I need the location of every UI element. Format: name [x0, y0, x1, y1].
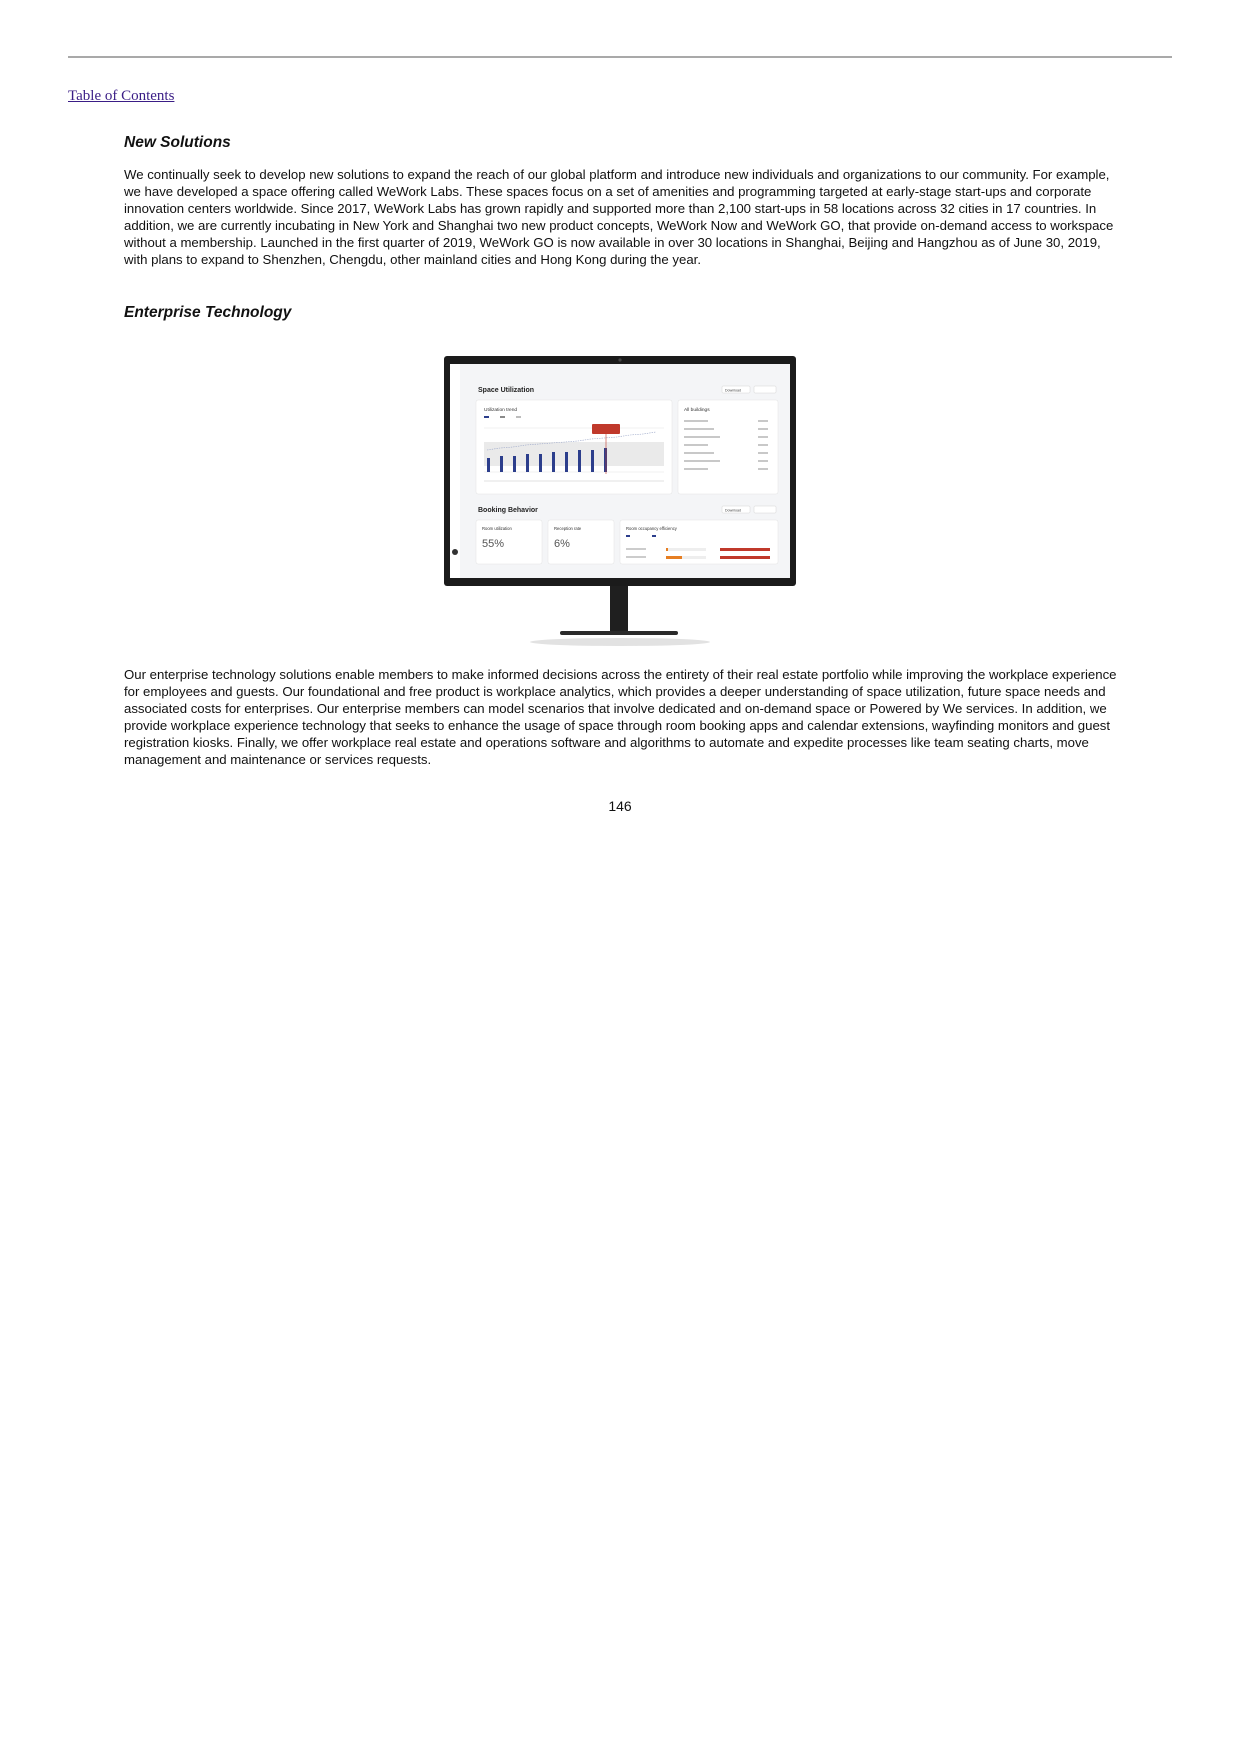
table-of-contents-link[interactable]: Table of Contents [68, 88, 175, 104]
trend-bar [526, 454, 529, 472]
reception-rate-label: Reception rate [554, 526, 582, 531]
building-row-value [758, 436, 768, 438]
booking-behavior-title: Booking Behavior [478, 507, 538, 514]
room-utilization-label: Room utilization [482, 526, 512, 531]
building-row [684, 468, 708, 470]
space-utilization-title: Space Utilization [478, 387, 535, 394]
utilization-trend-label: Utilization trend [484, 408, 518, 413]
page-number: 146 [608, 798, 632, 814]
trend-bar [565, 452, 568, 472]
building-row-value [758, 420, 768, 422]
section-heading-enterprise-technology: Enterprise Technology [124, 304, 292, 321]
building-row [684, 444, 708, 446]
building-row [684, 436, 720, 438]
building-row [684, 420, 708, 422]
trend-bar [591, 450, 594, 472]
section-heading-new-solutions: New Solutions [124, 134, 231, 151]
section-body-new-solutions: We continually seek to develop new solutions to expand the reach of our global platform and introduce new individuals and organizations to our community. For example, we have developed a space offering called WeWork Labs. These spaces focus on a set of amenities and programming targeted at early-stage start-ups and corporate innovation centers worldwide. Since 2017, WeWork Labs has grown rapidly and supported more than 2,100 start-ups in 58 locations across 32 cities in 17 countries. In addition, we are currently incubating in New York and Shanghai two new product concepts, WeWork Now and WeWork GO, that provide on-demand access to workspace without a membership. Launched in the first quarter of 2019, WeWork GO is now available in over 30 locations in Shanghai, Beijing and Hangzhou as of June 30, 2019, with plans to expand to Shenzhen, Chengdu, other mainland cities and Hong Kong during the year. [124, 167, 1114, 267]
all-buildings-label: All buildings [684, 408, 710, 413]
section-body-enterprise-technology: Our enterprise technology solutions enable members to make informed decisions across the entirety of their real estate portfolio while improving the workplace experience for employees and guests. Our foundational and free product is workplace analytics, which provides a deeper understanding of space utilization, future space needs and associated costs for enterprises. Our enterprise members can model scenarios that involve dedicated and on-demand space or Powered by We services. In addition, we provide workplace experience technology that seeks to enhance the usage of space through room booking apps and calendar extensions, wayfinding monitors and guest registration kiosks. Finally, we offer workplace real estate and operations software and algorithms to automate and expedite processes like team seating charts, move management and maintenance or services requests. [124, 667, 1117, 767]
download-button-bottom: Download [725, 508, 741, 513]
building-row-value [758, 444, 768, 446]
building-row [684, 428, 714, 430]
download-button-top: Download [725, 388, 741, 393]
trend-bar [578, 450, 581, 472]
trend-bar [500, 456, 503, 472]
trend-bar [539, 454, 542, 472]
building-row [684, 460, 720, 462]
trend-bar [513, 456, 516, 472]
occupancy-efficiency-label: Room occupancy efficiency [626, 526, 677, 531]
trend-bar [604, 448, 607, 472]
building-row-value [758, 452, 768, 454]
trend-bar [552, 452, 555, 472]
monitor-image [440, 352, 800, 650]
building-row-value [758, 428, 768, 430]
building-row-value [758, 468, 768, 470]
building-row-value [758, 460, 768, 462]
room-utilization-value: 55% [482, 538, 505, 550]
trend-bar [487, 458, 490, 472]
building-row [684, 452, 714, 454]
reception-rate-value: 6% [554, 538, 570, 550]
header-rule [68, 56, 1172, 58]
